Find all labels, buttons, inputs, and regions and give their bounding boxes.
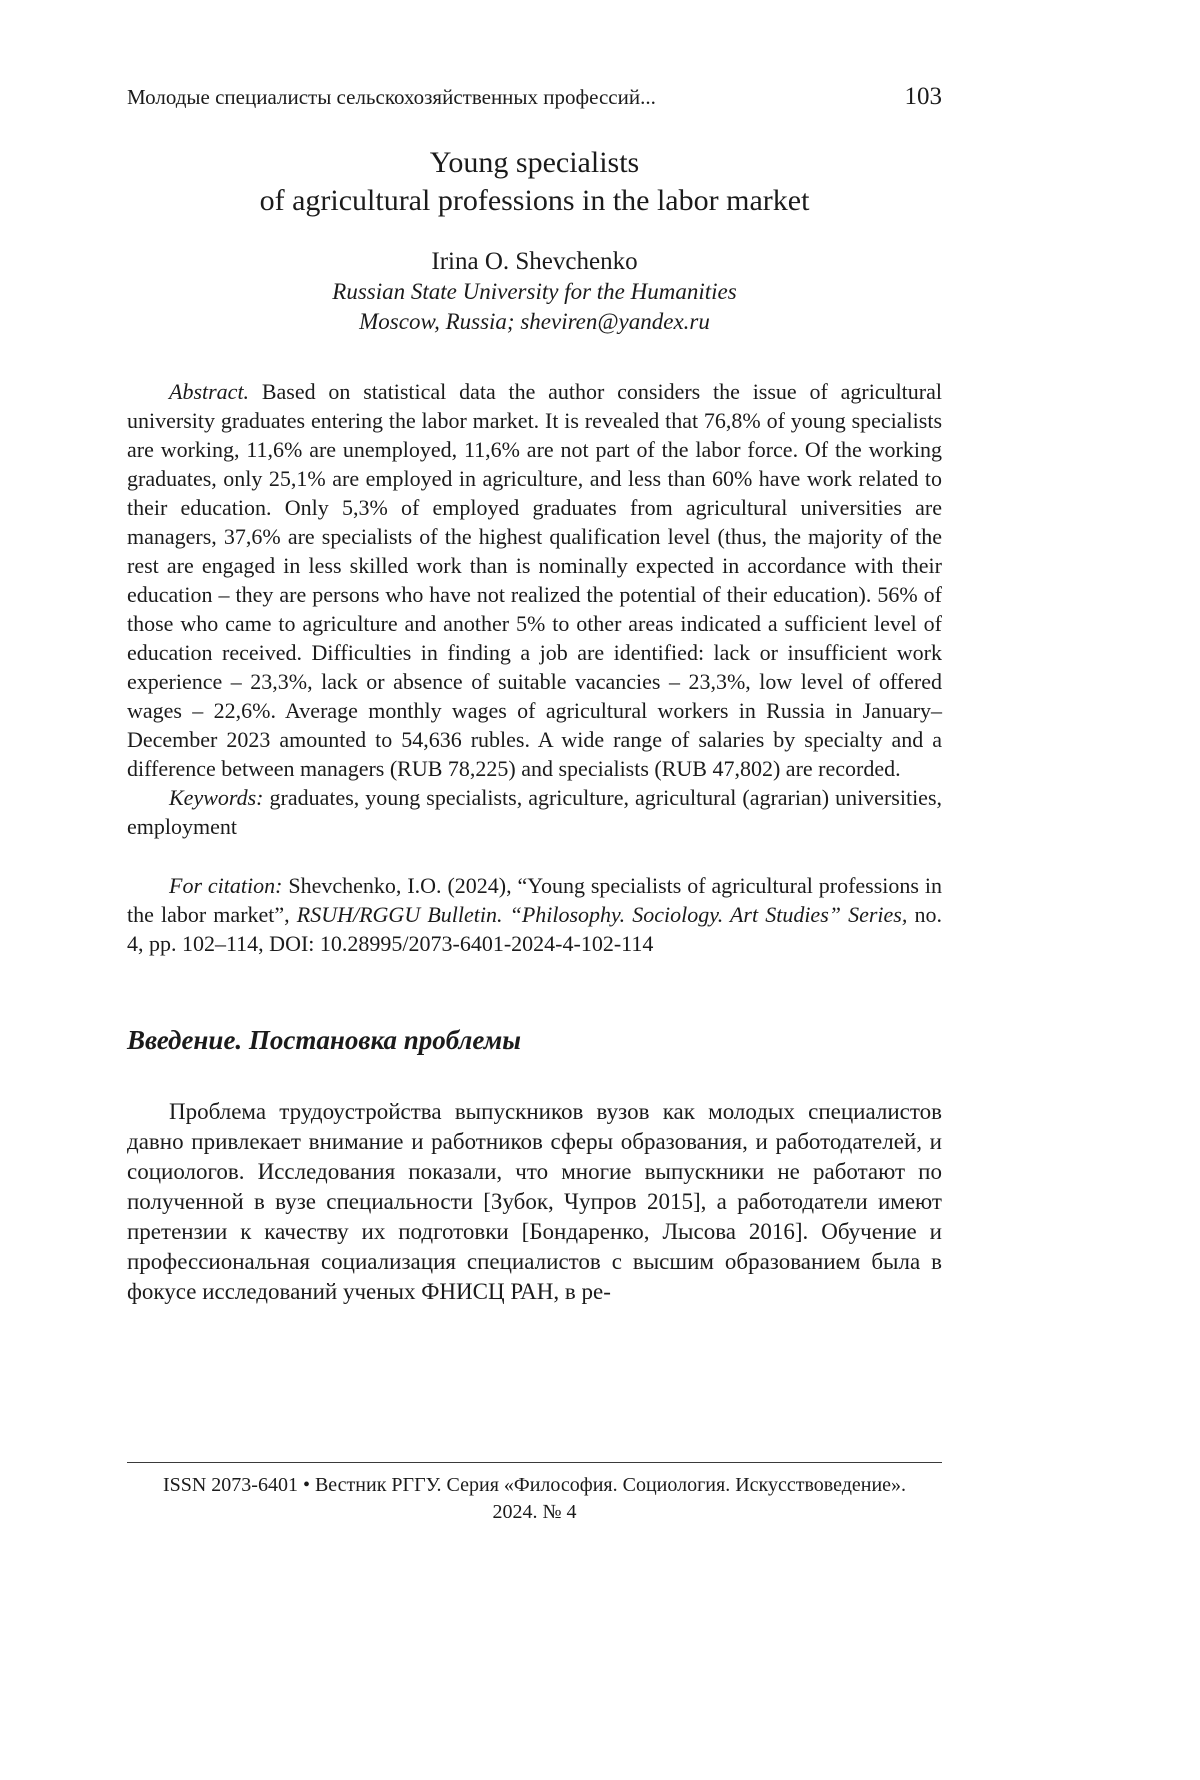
- citation-label: For citation:: [169, 873, 283, 898]
- author-affiliation: Russian State University for the Humanities: [332, 279, 737, 304]
- abstract-text: Based on statistical data the author considers the issue of agricultural university graduates entering the labor market. It is revealed that 76,8% of young specialists are working, 11,6% are unemployed, 11,6% are not part of the labor force. Of the working graduates, only 25,1% are employed in agriculture, and less than 60% have work related to their education. Only 5,3% of employed graduates from agricultural universities are managers, 37,6% are specialists of the highest qualification level (thus, the majority of the rest are engaged in less skilled work than is nominally expected in accordance with their education – they are persons who have not realized the potential of their education). 56% of those who came to agriculture and another 5% to other areas indicated a sufficient level of education received. Difficulties in finding a job are identified: lack or insufficient work experience – 23,3%, lack or absence of suitable vacancies – 23,3%, low level of offered wages – 22,6%. Average monthly wages of agricultural workers in Russia in January–December 2023 amounted to 54,636 rubles. A wide range of salaries by specialty and a difference between managers (RUB 78,225) and specialists (RUB 47,802) are recorded.: [127, 379, 942, 781]
- abstract-paragraph: [127, 377, 942, 783]
- citation-source-title: RSUH/RGGU Bulletin. “Philosophy. Sociology. Art Studies” Series,: [296, 902, 908, 927]
- article-title-line2: of agricultural professions in the labor market: [259, 184, 810, 217]
- citation-text-before-source: Shevchenko, I.O. (2024), “Young specialists of agricultural professions in the labor market”,: [127, 873, 942, 927]
- author-contact: Moscow, Russia; sheviren@yandex.ru: [359, 309, 710, 334]
- article-title-line1: Young specialists: [429, 146, 640, 179]
- page-footer: [127, 1462, 942, 1526]
- author-name: Irina O. Shevchenko: [431, 248, 638, 275]
- keywords-text: graduates, young specialists, agriculture, agricultural (agrarian) universities, employment: [127, 785, 943, 839]
- abstract-label: Abstract.: [169, 379, 250, 404]
- keywords-label: Keywords:: [169, 785, 264, 810]
- article-title: [127, 144, 942, 220]
- page-content: [127, 0, 942, 1307]
- footer-issn-line: ISSN 2073-6401 • Вестник РГГУ. Серия «Философия. Социология. Искусствоведение».: [162, 1474, 907, 1496]
- citation-text-after-source: no. 4, pp. 102–114, DOI: 10.28995/2073-6401-2024-4-102-114: [127, 902, 942, 956]
- running-head: [127, 84, 942, 110]
- citation-paragraph: [127, 871, 942, 958]
- footer-issue-line: 2024. № 4: [492, 1501, 577, 1523]
- page-number: 103: [904, 83, 942, 110]
- running-title: Молодые специалисты сельскохозяйственных профессий...: [127, 85, 656, 109]
- section-heading-introduction: Введение. Постановка проблемы: [127, 1025, 521, 1055]
- intro-paragraph: Проблема трудоустройства выпускников вузов как молодых специалистов давно привлекает внимание и работников сферы образования, и работодателей, и социологов. Исследования показали, что многие выпускники не работают по полученной в вузе специальности [Зубок, Чупров 2015], а работодатели имеют претензии к качеству их подготовки [Бондаренко, Лысова 2016]. Обучение и профессиональная социализация специалистов с высшим образованием была в фокусе исследований ученых ФНИСЦ РАН, в ре-: [127, 1099, 942, 1304]
- keywords-paragraph: [127, 783, 942, 841]
